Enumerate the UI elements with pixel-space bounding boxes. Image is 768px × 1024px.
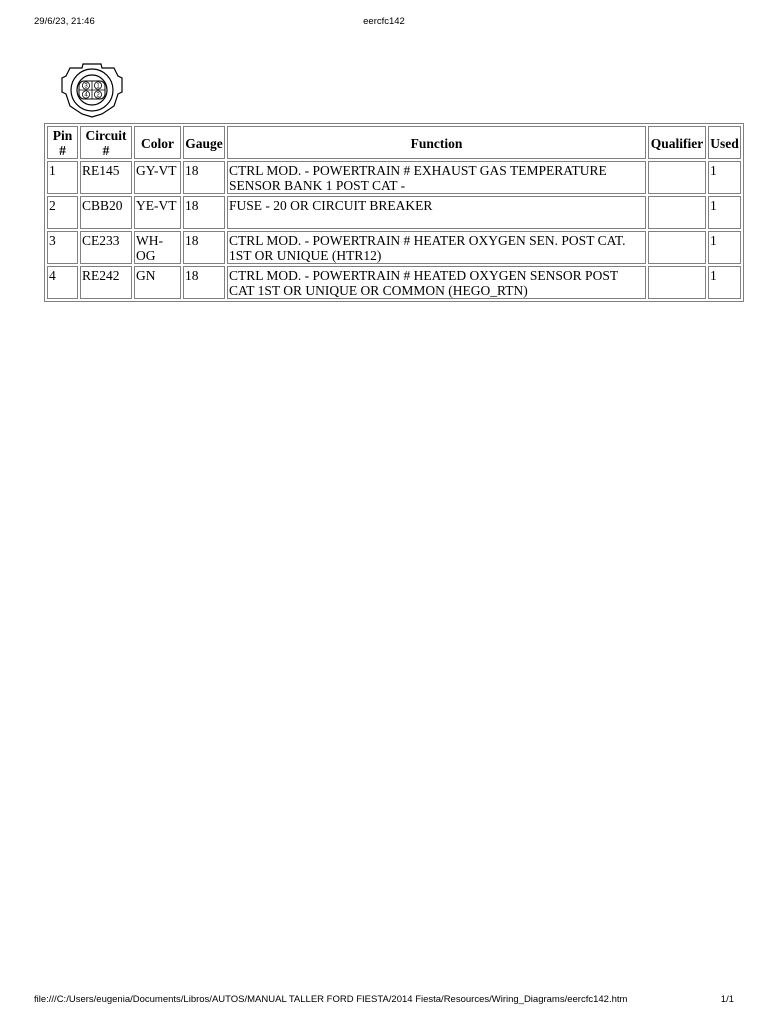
function-cell: FUSE - 20 OR CIRCUIT BREAKER	[227, 196, 646, 229]
function-cell: CTRL MOD. - POWERTRAIN # HEATED OXYGEN SENSOR POST CAT 1ST OR UNIQUE OR COMMON (HEGO_RTN)	[227, 266, 646, 299]
circuit-cell: CE233	[80, 231, 132, 264]
qualifier-cell	[648, 161, 706, 194]
pin-cell: 4	[47, 266, 78, 299]
function-cell: CTRL MOD. - POWERTRAIN # EXHAUST GAS TEMPERATURE SENSOR BANK 1 POST CAT -	[227, 161, 646, 194]
print-page-number: 1/1	[720, 994, 734, 1005]
pin-label: 4	[84, 92, 88, 99]
circuit-cell: CBB20	[80, 196, 132, 229]
pin-label: 2	[96, 92, 100, 99]
qualifier-cell	[648, 266, 706, 299]
header-qualifier: Qualifier	[648, 126, 706, 159]
header-gauge: Gauge	[183, 126, 225, 159]
print-title: eercfc142	[363, 16, 405, 27]
table-row	[47, 196, 741, 229]
gauge-cell: 18	[183, 231, 225, 264]
pin-cell: 3	[47, 231, 78, 264]
pin-cell: 2	[47, 196, 78, 229]
header-used: Used	[708, 126, 741, 159]
color-cell: GN	[134, 266, 181, 299]
header-circuit: Circuit #	[80, 126, 132, 159]
gauge-cell: 18	[183, 196, 225, 229]
pin-label: 3	[84, 83, 88, 90]
table-row	[47, 161, 741, 194]
color-cell: GY-VT	[134, 161, 181, 194]
connector-pinout-icon	[52, 62, 132, 120]
header-color: Color	[134, 126, 181, 159]
pinout-table	[44, 123, 744, 302]
color-cell: YE-VT	[134, 196, 181, 229]
used-cell: 1	[708, 161, 741, 194]
gauge-cell: 18	[183, 266, 225, 299]
pin-cell: 1	[47, 161, 78, 194]
qualifier-cell	[648, 231, 706, 264]
used-cell: 1	[708, 231, 741, 264]
qualifier-cell	[648, 196, 706, 229]
table-row	[47, 231, 741, 264]
connector-drawing	[52, 62, 132, 120]
color-cell: WH-OG	[134, 231, 181, 264]
circuit-cell: RE242	[80, 266, 132, 299]
header-function: Function	[227, 126, 646, 159]
print-header	[0, 16, 768, 30]
used-cell: 1	[708, 196, 741, 229]
circuit-cell: RE145	[80, 161, 132, 194]
function-cell: CTRL MOD. - POWERTRAIN # HEATER OXYGEN SEN. POST CAT. 1ST OR UNIQUE (HTR12)	[227, 231, 646, 264]
table-header-row	[47, 126, 741, 159]
used-cell: 1	[708, 266, 741, 299]
header-pin: Pin #	[47, 126, 78, 159]
print-file-path: file:///C:/Users/eugenia/Documents/Libros/AUTOS/MANUAL TALLER FORD FIESTA/2014 Fiesta/Resources/Wiring_Diagrams/eercfc142.htm	[34, 994, 628, 1005]
gauge-cell: 18	[183, 161, 225, 194]
table-row	[47, 266, 741, 299]
print-footer	[0, 994, 768, 1008]
pin-label: 1	[96, 83, 100, 90]
print-datetime: 29/6/23, 21:46	[34, 16, 95, 27]
